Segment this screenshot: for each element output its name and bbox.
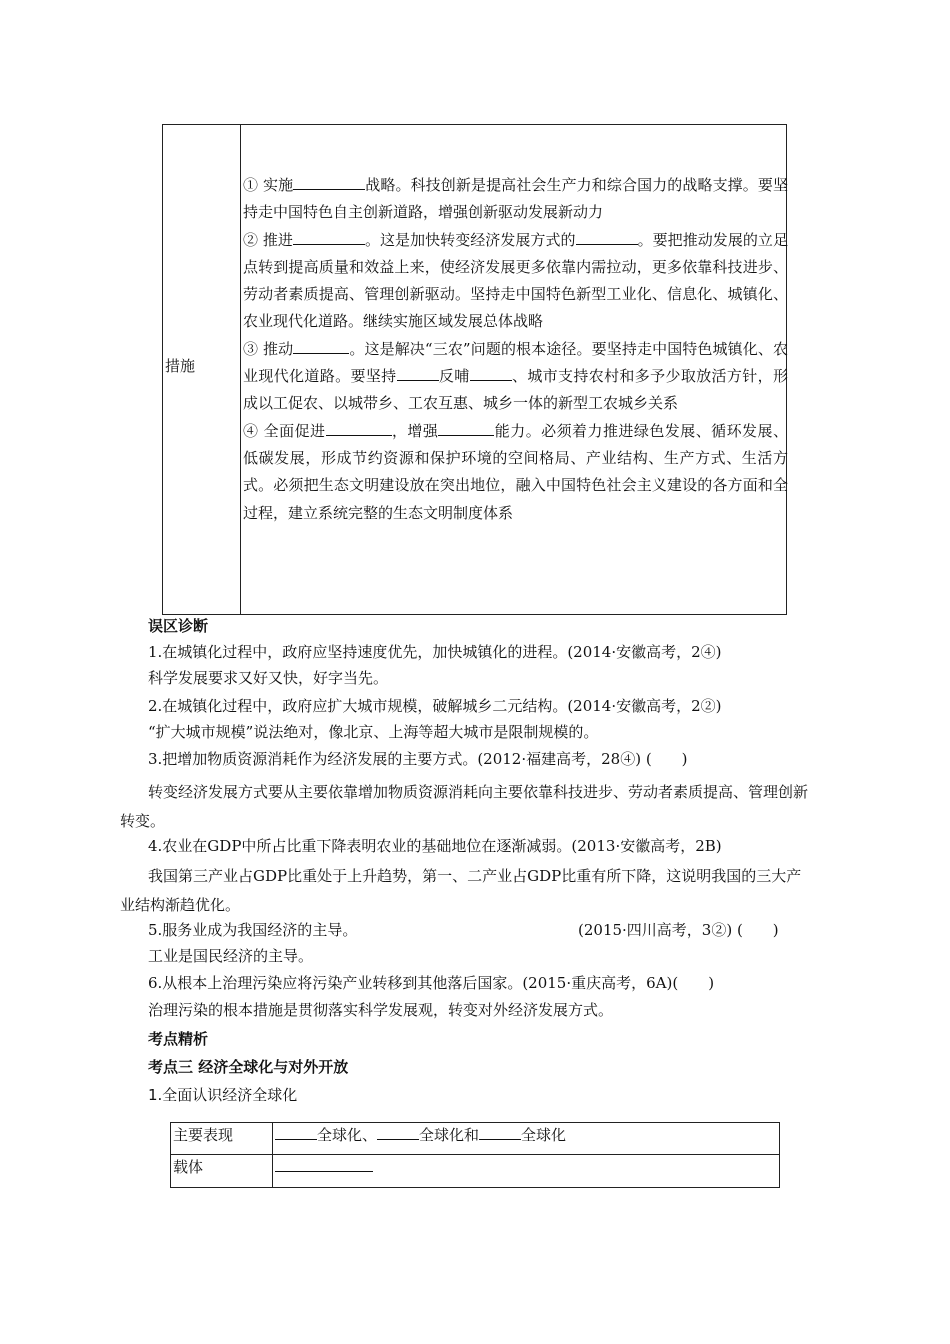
fill-blank[interactable] xyxy=(275,1124,317,1140)
diagnosis-q4: 4.农业在GDP中所占比重下降表明农业的基础地位在逐渐减弱。(2013·安徽高考，2B) xyxy=(148,837,722,855)
row-content: 全球化、 全球化和 全球化 xyxy=(275,1123,566,1145)
measure-item-2: ② 推进 。这是加快转变经济发展方式的 。要把推动发展的立足点转到提高质量和效益上来，使经济发展更多依靠内需拉动，更多依靠科技进步、劳动者素质提高、管理创新驱动。坚持走中国特色新型工业化、信息化、城镇化、农业现代化道路。继续实施区域发展总体战略 xyxy=(243,230,788,331)
diagnosis-a5: 工业是国民经济的主导。 xyxy=(148,947,314,965)
diagnosis-a4: 我国第三产业占GDP比重处于上升趋势，第一、二产业占GDP比重有所下降，这说明我国的三大产业结构渐趋优化。 xyxy=(120,867,802,914)
fill-blank[interactable] xyxy=(326,420,392,436)
diagnosis-heading: 误区诊断 xyxy=(148,617,209,635)
row-content xyxy=(275,1155,373,1176)
diagnosis-q5: 5.服务业成为我国经济的主导。 xyxy=(148,921,358,939)
measure-item-4: ④ 全面促进 ，增强 能力。必须着力推进绿色发展、循环发展、低碳发展，形成节约资源和保护环境的空间格局、产业结构、生产方式、生活方式。必须把生态文明建设放在突出地位，融入中国特色社会主义建设的各方面和全过程，建立系统完整的生态文明制度体系 xyxy=(243,421,788,522)
row-label: 载体 xyxy=(171,1155,273,1187)
table-row xyxy=(171,1155,779,1187)
fill-blank[interactable] xyxy=(397,365,439,381)
fill-blank[interactable] xyxy=(293,229,365,245)
diagnosis-q2: 2.在城镇化过程中，政府应扩大城市规模，破解城乡二元结构。(2014·安徽高考，2②) xyxy=(148,697,722,715)
globalization-table xyxy=(170,1122,780,1188)
measures-content-cell xyxy=(243,172,788,527)
fill-blank[interactable] xyxy=(479,1124,521,1140)
fill-blank[interactable] xyxy=(293,174,365,190)
diagnosis-q5-source: (2015·四川高考，3②) ( ) xyxy=(578,921,779,939)
fill-blank[interactable] xyxy=(377,1124,419,1140)
fill-blank[interactable] xyxy=(576,229,638,245)
row-label: 主要表现 xyxy=(171,1123,273,1154)
diagnosis-a1: 科学发展要求又好又快，好字当先。 xyxy=(148,669,389,687)
diagnosis-a3: 转变经济发展方式要从主要依靠增加物质资源消耗向主要依靠科技进步、劳动者素质提高、管理创新转变。 xyxy=(120,783,809,830)
measures-table xyxy=(162,124,787,615)
fill-blank[interactable] xyxy=(275,1156,373,1172)
measures-label-cell xyxy=(163,125,241,614)
measure-item-3: ③ 推动 。这是解决“三农”问题的根本途径。要坚持走中国特色城镇化、农业现代化道路。要坚持 反哺 、城市支持农村和多予少取放活方针，形成以工促农、以城带乡、工农互惠、城乡一体的新型工农城乡关系 xyxy=(243,339,788,413)
fill-blank[interactable] xyxy=(438,420,494,436)
fill-blank[interactable] xyxy=(470,365,512,381)
table-row xyxy=(171,1123,779,1155)
diagnosis-q3: 3.把增加物质资源消耗作为经济发展的主要方式。(2012·福建高考，28④) ( ) xyxy=(148,750,688,768)
diagnosis-a6: 治理污染的根本措施是贯彻落实科学发展观，转变对外经济发展方式。 xyxy=(148,1001,614,1019)
measures-label: 措施 xyxy=(165,357,196,375)
diagnosis-q6: 6.从根本上治理污染应将污染产业转移到其他落后国家。(2015·重庆高考，6A)( ) xyxy=(148,974,715,992)
fill-blank[interactable] xyxy=(293,338,349,354)
topic-heading: 考点三 经济全球化与对外开放 xyxy=(148,1058,349,1076)
analysis-heading: 考点精析 xyxy=(148,1030,209,1048)
measure-item-1: ① 实施 战略。科技创新是提高社会生产力和综合国力的战略支撑。要坚持走中国特色自主创新道路，增强创新驱动发展新动力 xyxy=(243,176,788,222)
diagnosis-q1: 1.在城镇化过程中，政府应坚持速度优先，加快城镇化的进程。(2014·安徽高考，2④) xyxy=(148,643,722,661)
diagnosis-a2: “扩大城市规模”说法绝对，像北京、上海等超大城市是限制规模的。 xyxy=(148,723,599,741)
subtopic-heading: 1.全面认识经济全球化 xyxy=(148,1086,298,1104)
